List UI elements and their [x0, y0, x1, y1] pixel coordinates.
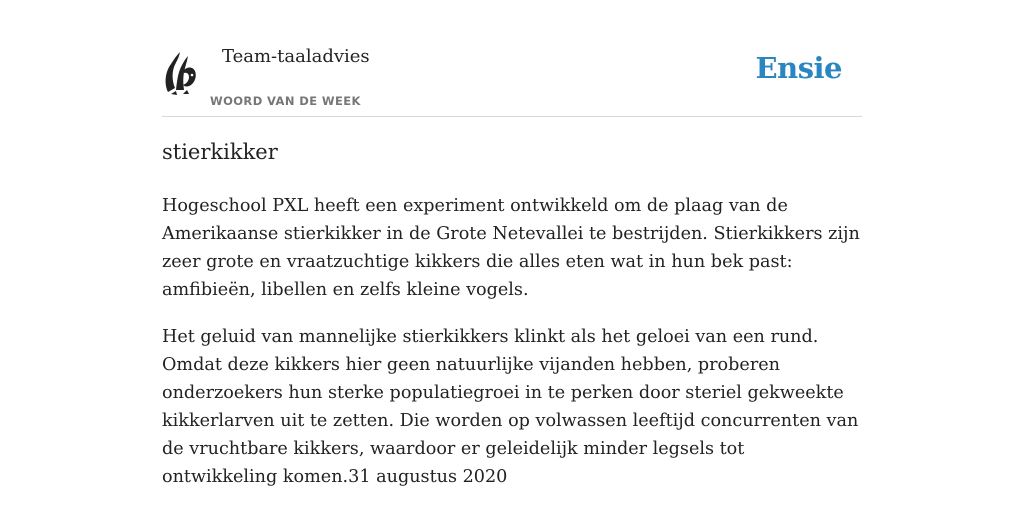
- header: [162, 0, 862, 117]
- team-name: Team-taaladvies: [222, 46, 370, 67]
- article-paragraph-2: [162, 323, 862, 491]
- page: [162, 0, 862, 512]
- article-paragraph-2-text: Het geluid van mannelijke stierkikkers klinkt als het geloei van een rund. Omdat deze kikkers hier geen natuurlijke vijanden hebben, proberen onderzoekers hun sterke populatiegroei in te perken door steriel gekweekte kikkerlarven uit te zetten. Die worden op volwassen leeftijd concurrenten van de vruchtbare kikkers, waardoor er geleidelijk minder legsels tot ontwikkeling komen.: [162, 327, 859, 487]
- brand-logo[interactable]: Ensie: [755, 51, 842, 85]
- publication-date: 31 augustus 2020: [348, 467, 508, 487]
- flemish-lion-logo-icon: [162, 48, 200, 96]
- section-label: WOORD VAN DE WEEK: [210, 94, 361, 108]
- word-title: stierkikker: [162, 140, 278, 164]
- article-paragraph-1: Hogeschool PXL heeft een experiment ontwikkeld om de plaag van de Amerikaanse stierkikker in de Grote Netevallei te bestrijden. Stierkikkers zijn zeer grote en vraatzuchtige kikkers die alles eten wat in hun bek past: amfibieën, libellen en zelfs kleine vogels.: [162, 196, 860, 300]
